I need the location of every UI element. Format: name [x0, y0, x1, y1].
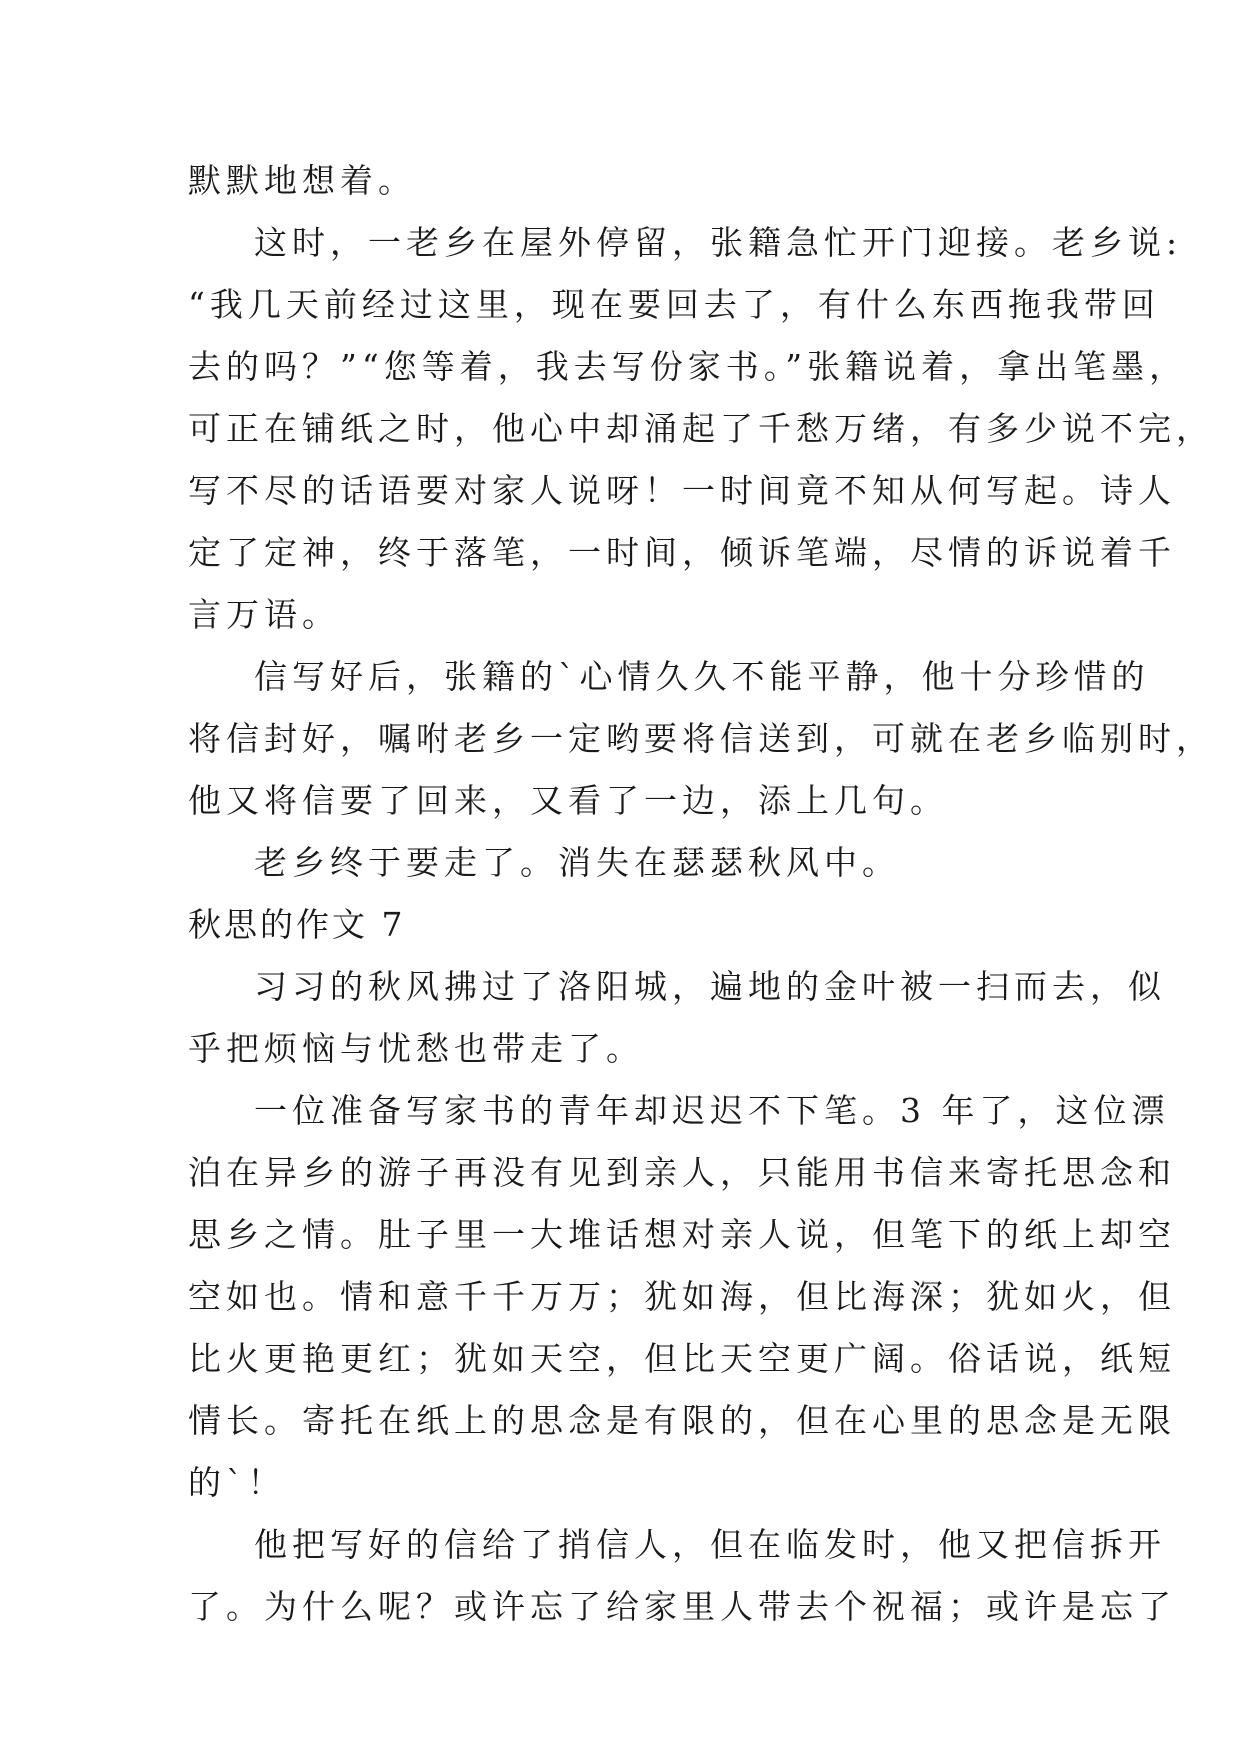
- paragraph-start-line: 一位准备写家书的青年却迟迟不下笔。3 年了，这位漂: [254, 1091, 1170, 1130]
- text-line: 比火更艳更红；犹如天空，但比天空更广阔。俗话说，纸短: [188, 1339, 1176, 1378]
- text-line: “我几天前经过这里，现在要回去了，有什么东西拖我带回: [188, 285, 1160, 324]
- paragraph-start-line: 信写好后，张籍的`心情久久不能平静，他十分珍惜的: [254, 657, 1150, 696]
- text-line: 去的吗？”“您等着，我去写份家书。”张籍说着，拿出笔墨，: [188, 347, 1188, 386]
- text-line: 乎把烦恼与忧愁也带走了。: [188, 1029, 644, 1068]
- text-line: 将信封好，嘱咐老乡一定哟要将信送到，可就在老乡临别时，: [188, 719, 1214, 758]
- text-line: 他又将信要了回来，又看了一边，添上几句。: [188, 781, 948, 820]
- paragraph-start-line: 老乡终于要走了。消失在瑟瑟秋风中。: [254, 843, 900, 882]
- text-line: 情长。寄托在纸上的思念是有限的，但在心里的思念是无限: [188, 1401, 1176, 1440]
- text-line: 言万语。: [188, 595, 340, 634]
- paragraph-start-line: 习习的秋风拂过了洛阳城，遍地的金叶被一扫而去，似: [254, 967, 1166, 1006]
- text-line: 定了定神，终于落笔，一时间，倾诉笔端，尽情的诉说着千: [188, 533, 1176, 572]
- paragraph-start-line: 他把写好的信给了捎信人，但在临发时，他又把信拆开: [254, 1525, 1166, 1564]
- text-line: 思乡之情。肚子里一大堆话想对亲人说，但笔下的纸上却空: [188, 1215, 1176, 1254]
- text-line: 泊在异乡的游子再没有见到亲人，只能用书信来寄托思念和: [188, 1153, 1176, 1192]
- text-line: 默默地想着。: [188, 161, 416, 200]
- text-line: 可正在铺纸之时，他心中却涌起了千愁万绪，有多少说不完，: [188, 409, 1214, 448]
- paragraph-start-line: 这时，一老乡在屋外停留，张籍急忙开门迎接。老乡说:: [254, 223, 1183, 262]
- text-line: 的`！: [188, 1463, 286, 1502]
- text-line: 空如也。情和意千千万万；犹如海，但比海深；犹如火，但: [188, 1277, 1176, 1316]
- text-line: 写不尽的话语要对家人说呀！一时间竟不知从何写起。诗人: [188, 471, 1176, 510]
- section-heading: 秋思的作文 7: [188, 905, 406, 944]
- text-line: 了。为什么呢？或许忘了给家里人带去个祝福；或许是忘了: [188, 1587, 1176, 1626]
- document-body: [188, 150, 1214, 1638]
